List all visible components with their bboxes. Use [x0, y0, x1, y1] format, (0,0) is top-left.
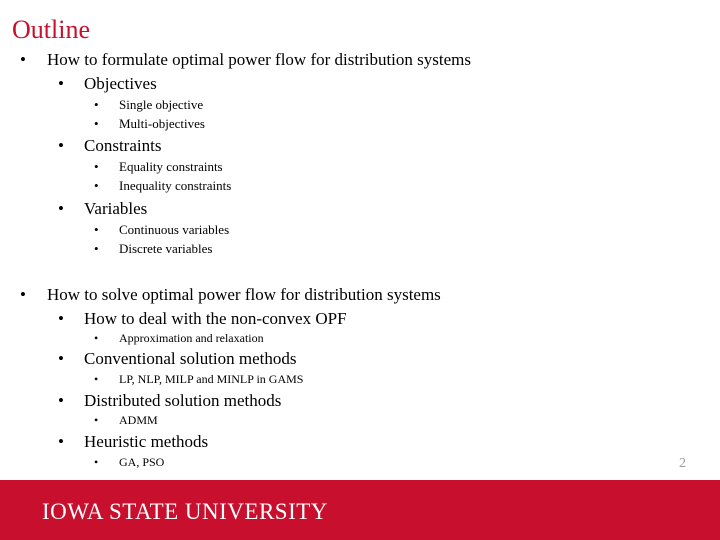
- distributed-item: ADMM: [119, 413, 158, 427]
- heuristic-label: Heuristic methods: [84, 432, 209, 451]
- heuristic-item: GA, PSO: [119, 455, 165, 469]
- variables-label: Variables: [84, 199, 148, 218]
- distributed-label: Distributed solution methods: [84, 391, 282, 410]
- bullet-icon: •: [94, 372, 99, 386]
- bullet-icon: •: [94, 222, 99, 237]
- bullet-icon: •: [94, 178, 99, 193]
- bullet-icon: •: [58, 391, 64, 410]
- bullet-icon: •: [94, 159, 99, 174]
- constraints-item: Inequality constraints: [119, 178, 232, 193]
- variables-item: Continuous variables: [119, 222, 230, 237]
- objectives-item: Single objective: [119, 97, 204, 112]
- bullet-icon: •: [94, 241, 99, 256]
- objectives-label: Objectives: [84, 74, 157, 93]
- bullet-icon: •: [20, 285, 26, 304]
- section2-heading: How to solve optimal power flow for distribution systems: [47, 285, 441, 304]
- bullet-icon: •: [58, 432, 64, 451]
- nonconvex-label: How to deal with the non-convex OPF: [84, 309, 347, 328]
- bullet-icon: •: [58, 309, 64, 328]
- objectives-item: Multi-objectives: [119, 116, 205, 131]
- slide-title: Outline: [12, 15, 90, 44]
- constraints-label: Constraints: [84, 136, 162, 155]
- bullet-icon: •: [94, 413, 99, 427]
- bullet-icon: •: [94, 455, 99, 469]
- variables-item: Discrete variables: [119, 241, 213, 256]
- bullet-icon: •: [94, 331, 99, 345]
- bullet-icon: •: [94, 116, 99, 131]
- bullet-icon: •: [58, 199, 64, 218]
- conventional-label: Conventional solution methods: [84, 349, 297, 368]
- section1-heading: How to formulate optimal power flow for distribution systems: [47, 50, 471, 69]
- university-logo: IOWA STATE UNIVERSITY: [42, 499, 328, 524]
- bullet-icon: •: [58, 349, 64, 368]
- bullet-icon: •: [94, 97, 99, 112]
- bullet-icon: •: [58, 136, 64, 155]
- bullet-icon: •: [20, 50, 26, 69]
- bullet-icon: •: [58, 74, 64, 93]
- conventional-item: LP, NLP, MILP and MINLP in GAMS: [119, 372, 304, 386]
- constraints-item: Equality constraints: [119, 159, 223, 174]
- nonconvex-item: Approximation and relaxation: [119, 331, 264, 345]
- page-number: 2: [679, 456, 686, 471]
